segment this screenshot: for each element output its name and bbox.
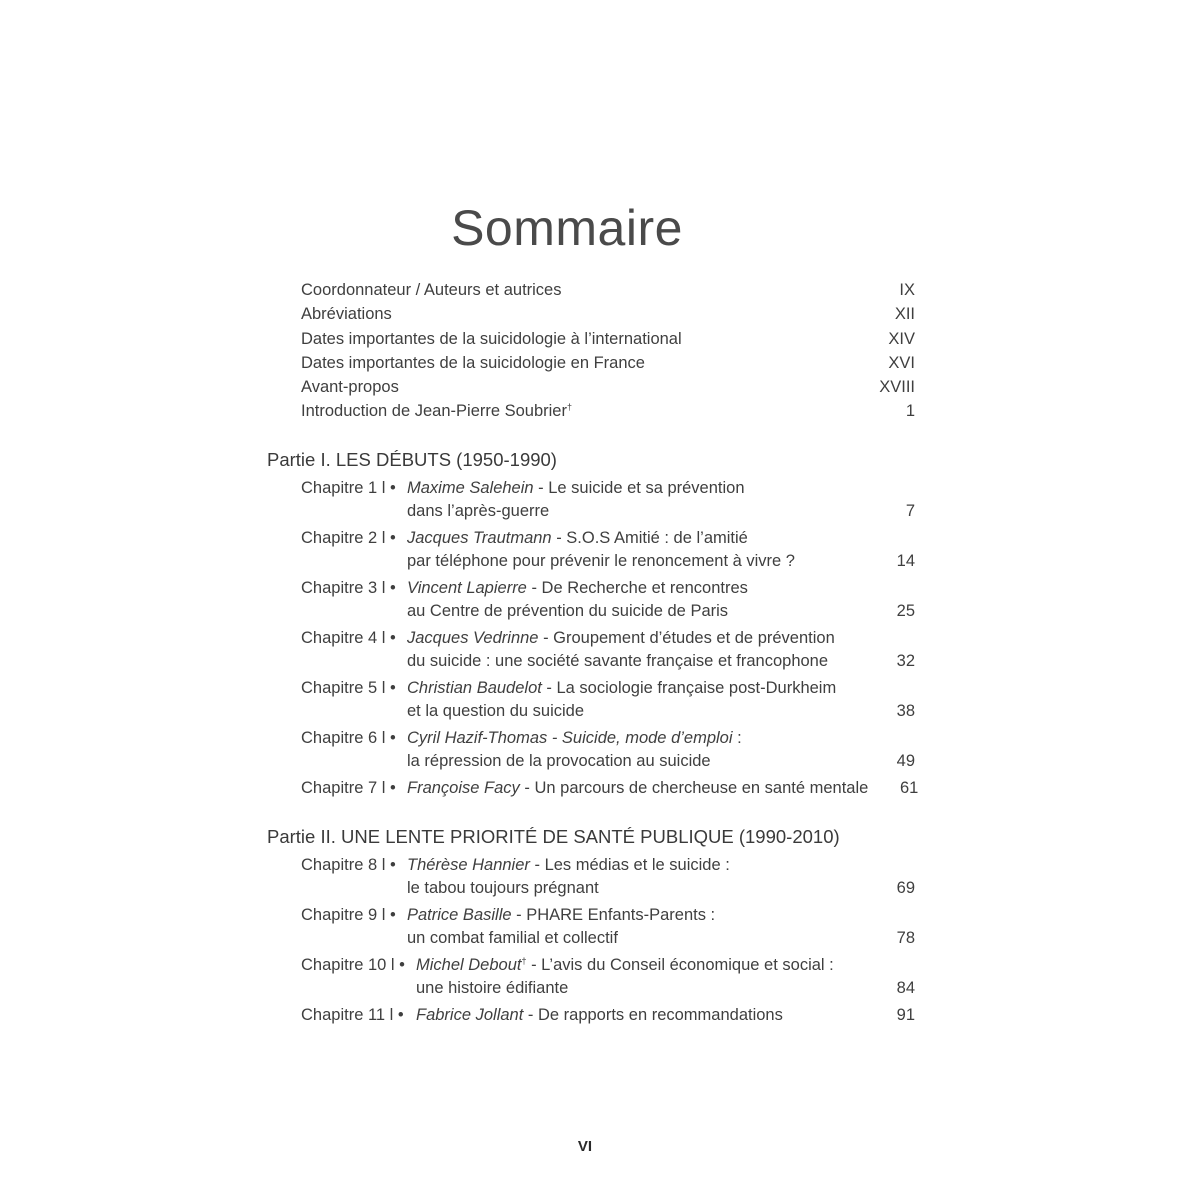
chapter-number: Chapitre 2 l • [301, 529, 396, 547]
chapter-title-line-1 [407, 727, 865, 750]
chapter-title-line-1 [407, 627, 865, 650]
chapter-author: Christian Baudelot [407, 679, 542, 697]
chapter-title: - Les médias et le suicide : [529, 856, 730, 874]
chapter-author: Françoise Facy [407, 779, 520, 797]
toc-entry-label: Coordonnateur / Auteurs et autrices [301, 281, 562, 299]
chapter-title: - L’avis du Conseil économique et social : [526, 956, 834, 974]
dagger-mark: † [566, 402, 572, 413]
chapter-number: Chapitre 5 l • [301, 679, 396, 697]
chapter-title: - PHARE Enfants-Parents : [511, 906, 716, 924]
page-title: Sommaire [451, 200, 683, 256]
chapter-page: 69 [896, 878, 915, 897]
toc-entry-text: Introduction de Jean-Pierre Soubrier [301, 402, 567, 421]
chapter-title-line-2: et la question du suicide [407, 701, 585, 720]
chapter-page: 78 [896, 928, 915, 947]
chapter-number: Chapitre 9 l • [301, 906, 396, 924]
chapter-title-line-1 [407, 677, 865, 700]
chapter-title-line-1 [407, 477, 865, 500]
chapter-number: Chapitre 1 l • [301, 479, 396, 497]
chapter-title-line-1 [407, 904, 865, 927]
chapter-page: 38 [896, 701, 915, 720]
prelim-list [301, 278, 915, 424]
chapter-title: - La sociologie française post-Durkheim [541, 679, 837, 697]
chapter-title-line-1 [407, 777, 868, 800]
chapter-number: Chapitre 11 l • [301, 1006, 404, 1024]
chapter-number: Chapitre 6 l • [301, 729, 396, 747]
chapter-title: : [732, 729, 742, 747]
chapter-entry[interactable] [301, 527, 915, 572]
chapter-entry[interactable] [301, 727, 915, 772]
chapter-title-line-2: un combat familial et collectif [407, 928, 618, 947]
chapter-entry[interactable] [301, 477, 915, 522]
chapter-number: Chapitre 8 l • [301, 856, 396, 874]
chapter-title: - De rapports en recommandations [523, 1006, 783, 1024]
toc-entry-label: Dates importantes de la suicidologie à l’international [301, 329, 682, 348]
chapter-page: 84 [896, 978, 915, 997]
chapter-entry[interactable] [301, 1004, 915, 1027]
dagger-mark: † [521, 956, 527, 966]
chapter-title: - Un parcours de chercheuse en santé mentale [519, 779, 869, 797]
chapter-title-line-2: du suicide : une société savante française et francophone [407, 651, 829, 670]
toc-entry[interactable] [301, 278, 915, 302]
chapter-title-line-2: une histoire édifiante [416, 978, 569, 997]
chapter-page: 32 [896, 651, 915, 670]
chapter-author: Michel Debout [416, 956, 522, 974]
toc-entry[interactable] [301, 375, 915, 399]
toc-entry-page: XIV [888, 329, 915, 348]
chapter-title-line-2: par téléphone pour prévenir le renoncement à vivre ? [407, 551, 795, 570]
toc-entry-page: XVI [888, 353, 915, 372]
toc-entry[interactable] [301, 351, 915, 375]
chapter-author: Jacques Vedrinne [407, 629, 539, 647]
chapter-author: Patrice Basille [407, 906, 512, 924]
chapter-title: - S.O.S Amitié : de l’amitié [551, 529, 748, 547]
chapter-entry[interactable] [301, 777, 919, 800]
toc-entry-page: XII [894, 305, 915, 324]
chapter-number: Chapitre 10 l • [301, 956, 405, 974]
chapter-title: - Le suicide et sa prévention [533, 479, 745, 497]
chapter-page: 7 [905, 501, 915, 520]
chapter-number: Chapitre 3 l • [301, 579, 396, 597]
toc-entry-label: Dates importantes de la suicidologie en France [301, 353, 645, 372]
chapter-title-line-2: la répression de la provocation au suicide [407, 751, 711, 770]
chapter-entry[interactable] [301, 954, 915, 999]
chapter-author: Jacques Trautmann [407, 529, 552, 547]
chapter-author: Maxime Salehein [407, 479, 534, 497]
toc-entry[interactable] [301, 302, 915, 326]
toc-entry-page: 1 [905, 402, 915, 421]
part-heading: Partie I. LES DÉBUTS (1950-1990) [267, 449, 557, 470]
chapter-author: Fabrice Jollant [416, 1006, 524, 1024]
chapter-number: Chapitre 7 l • [301, 779, 396, 797]
chapter-page: 14 [896, 551, 915, 570]
chapter-author: Vincent Lapierre [407, 579, 527, 597]
chapter-title-line-2: le tabou toujours prégnant [407, 878, 599, 897]
chapter-number: Chapitre 4 l • [301, 629, 396, 647]
toc-entry-label [301, 399, 572, 423]
chapter-entry[interactable] [301, 904, 915, 949]
chapter-page: 25 [896, 601, 915, 620]
chapter-title-line-2: au Centre de prévention du suicide de Paris [407, 601, 729, 620]
chapter-entry[interactable] [301, 577, 915, 622]
chapter-author: Thérèse Hannier [407, 856, 530, 874]
toc-entry-page: XVIII [879, 378, 915, 397]
chapter-title: - De Recherche et rencontres [526, 579, 748, 597]
part-heading: Partie II. UNE LENTE PRIORITÉ DE SANTÉ PUBLIQUE (1990-2010) [267, 826, 840, 847]
chapter-entry[interactable] [301, 677, 915, 722]
chapter-title-line-2: dans l’après-guerre [407, 501, 550, 520]
page-number: VI [577, 1138, 593, 1155]
chapter-author: Cyril Hazif-Thomas - Suicide, mode d’emploi [407, 729, 733, 747]
toc-entry-page: IX [899, 281, 915, 299]
chapter-title-line-1 [407, 854, 865, 877]
chapter-page: 49 [896, 751, 915, 770]
chapter-title-line-1 [416, 954, 865, 977]
chapter-title: - Groupement d’études et de prévention [538, 629, 835, 647]
chapter-title-line-1 [407, 577, 865, 600]
chapter-entry[interactable] [301, 854, 915, 899]
chapter-title-line-1 [407, 527, 865, 550]
chapter-entry[interactable] [301, 627, 915, 672]
toc-entry-label: Abréviations [301, 305, 392, 324]
chapter-title-line-1 [416, 1004, 865, 1027]
toc-entry[interactable] [301, 399, 915, 423]
toc-entry-label: Avant-propos [301, 378, 399, 397]
toc-entry[interactable] [301, 327, 915, 351]
chapter-page: 91 [896, 1006, 915, 1024]
chapter-page: 61 [899, 779, 919, 797]
